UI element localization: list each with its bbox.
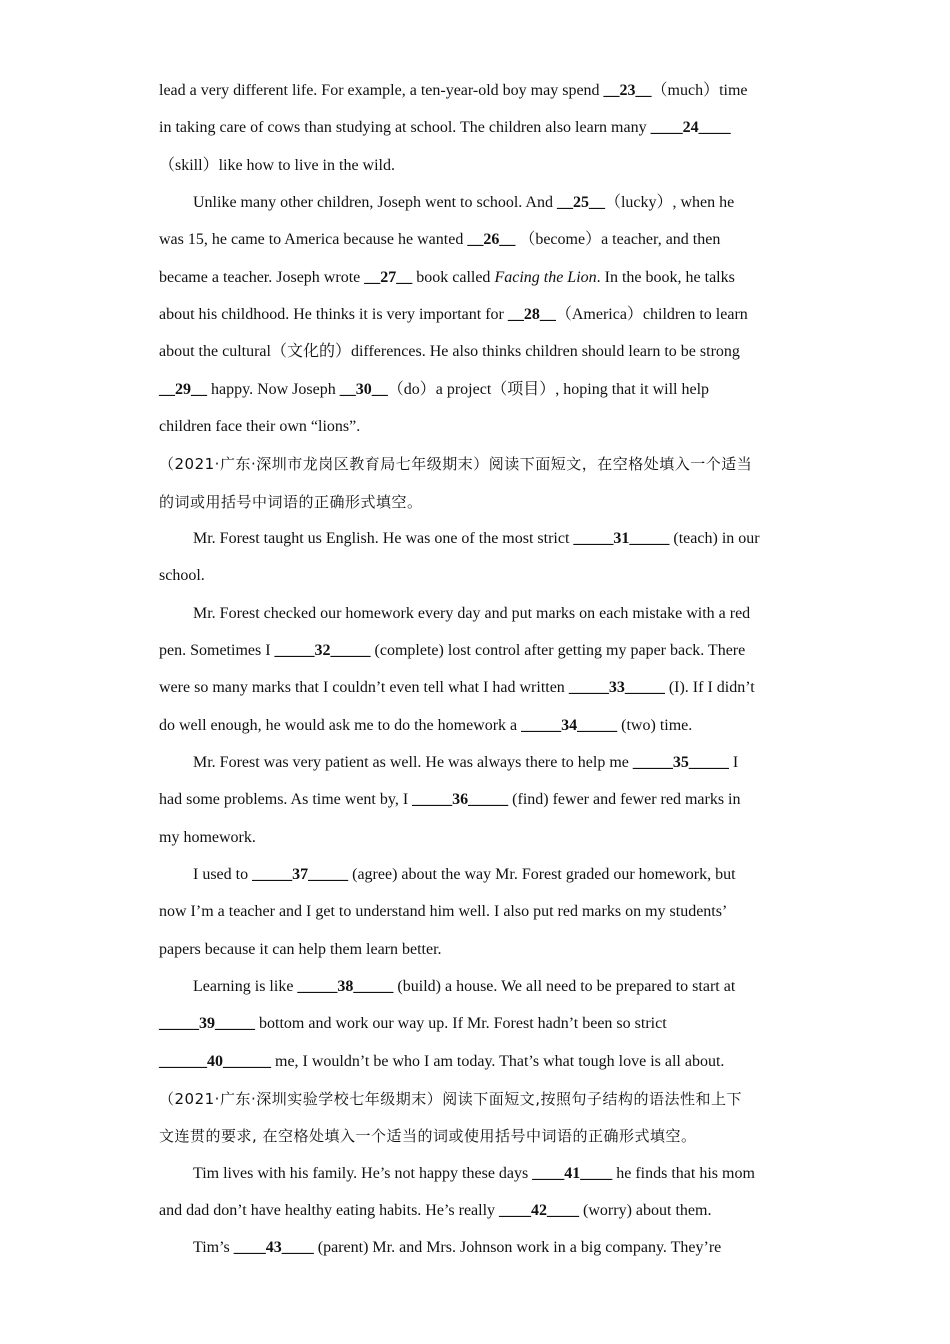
blank-number: _____33_____ <box>568 679 665 696</box>
text-line <box>159 641 799 661</box>
text-segment: me, I wouldn’t be who I am today. That’s what tough love is all about. <box>271 1053 725 1070</box>
text-segment: (two) time. <box>617 717 693 734</box>
text-segment: school. <box>159 567 205 584</box>
text-segment: (teach) in our <box>669 530 760 547</box>
text-segment: Tim lives with his family. He’s not happy these days <box>193 1165 533 1182</box>
blank-number: ____24____ <box>650 119 731 136</box>
blank-number: _____38_____ <box>297 978 394 995</box>
text-line <box>159 940 799 960</box>
text-line <box>159 1052 799 1072</box>
text-line <box>193 529 799 549</box>
text-segment: （2021·广东·深圳市龙岗区教育局七年级期末）阅读下面短文，在空格处填入一个适当 <box>159 455 753 473</box>
text-line <box>159 230 799 250</box>
text-segment: had some problems. As time went by, I <box>159 791 413 808</box>
text-line <box>193 193 799 213</box>
text-segment: Tim’s <box>193 1239 234 1256</box>
text-line <box>159 678 799 698</box>
blank-number: _____34_____ <box>521 717 618 734</box>
text-segment: (agree) about the way Mr. Forest graded our homework, but <box>348 866 736 883</box>
text-line <box>159 902 799 922</box>
text-segment: I <box>728 754 739 771</box>
text-segment: book called <box>412 269 495 286</box>
blank-number: _____39_____ <box>159 1015 255 1032</box>
text-line <box>159 417 799 437</box>
text-line <box>193 604 799 624</box>
text-segment: my homework. <box>159 829 256 846</box>
text-line <box>159 342 799 362</box>
text-segment: （skill）like how to live in the wild. <box>159 157 395 174</box>
blank-number: __29__ <box>159 381 207 398</box>
text-segment: 的词或用括号中词语的正确形式填空。 <box>159 493 423 511</box>
text-segment: . In the book, he talks <box>596 269 735 286</box>
text-line <box>159 268 799 288</box>
text-line <box>159 566 799 586</box>
text-segment: in taking care of cows than studying at school. The children also learn many <box>159 119 651 136</box>
text-segment: (I). If I didn’t <box>664 679 755 696</box>
text-segment: Mr. Forest was very patient as well. He was always there to help me <box>193 754 633 771</box>
text-segment: about the cultural（文化的）differences. He also thinks children should learn to be strong <box>159 343 740 360</box>
blank-number: ____42____ <box>499 1202 580 1219</box>
blank-number: ____43____ <box>233 1239 314 1256</box>
text-line <box>193 865 799 885</box>
text-segment: （become）a teacher, and then <box>515 231 721 248</box>
text-segment: lead a very different life. For example, a ten-year-old boy may spend <box>159 82 604 99</box>
text-line <box>159 790 799 810</box>
text-segment: Unlike many other children, Joseph went to school. And <box>193 194 557 211</box>
text-line <box>193 1164 799 1184</box>
text-line <box>159 828 799 848</box>
text-segment: happy. Now Joseph <box>207 381 340 398</box>
text-line <box>159 305 799 325</box>
text-segment: 文连贯的要求, 在空格处填入一个适当的词或使用括号中词语的正确形式填空。 <box>159 1127 697 1145</box>
text-line <box>159 118 799 138</box>
text-segment: (find) fewer and fewer red marks in <box>508 791 741 808</box>
section-heading-line <box>159 1089 799 1109</box>
blank-number: _____36_____ <box>412 791 509 808</box>
blank-number: _____35_____ <box>632 754 729 771</box>
text-segment: do well enough, he would ask me to do the homework a <box>159 717 522 734</box>
text-segment: became a teacher. Joseph wrote <box>159 269 365 286</box>
text-segment: about his childhood. He thinks it is very important for <box>159 306 508 323</box>
section-heading-line <box>159 454 799 474</box>
text-line <box>159 156 799 176</box>
text-segment: (build) a house. We all need to be prepared to start at <box>393 978 736 995</box>
text-segment: Learning is like <box>193 978 298 995</box>
text-segment: and dad don’t have healthy eating habits. He’s really <box>159 1202 500 1219</box>
text-line <box>159 81 799 101</box>
blank-number: _____31_____ <box>573 530 670 547</box>
text-line <box>193 1238 799 1258</box>
text-segment: （2021·广东·深圳实验学校七年级期末）阅读下面短文,按照句子结构的语法性和上下 <box>159 1090 742 1108</box>
text-line <box>193 977 799 997</box>
text-segment: now I’m a teacher and I get to understand him well. I also put red marks on my students’ <box>159 903 728 920</box>
text-segment: bottom and work our way up. If Mr. Forest hadn’t been so strict <box>255 1015 667 1032</box>
blank-number: __25__ <box>556 194 605 211</box>
blank-number: ____41____ <box>532 1165 613 1182</box>
text-segment: children face their own “lions”. <box>159 418 361 435</box>
text-segment: （lucky）, when he <box>604 194 735 211</box>
text-segment: were so many marks that I couldn’t even tell what I had written <box>159 679 569 696</box>
text-line <box>159 380 799 400</box>
blank-number: _____37_____ <box>252 866 349 883</box>
blank-number: __23__ <box>603 82 652 99</box>
text-line <box>159 1014 799 1034</box>
book-title: Facing the Lion <box>494 269 597 286</box>
blank-number: _____32_____ <box>274 642 371 659</box>
text-segment: （do）a project（项目）, hoping that it will help <box>387 381 710 398</box>
text-segment: pen. Sometimes I <box>159 642 275 659</box>
text-segment: Mr. Forest checked our homework every day and put marks on each mistake with a red <box>193 605 751 622</box>
section-heading-line <box>159 1126 799 1146</box>
text-segment: （America）children to learn <box>555 306 748 323</box>
blank-number: __26__ <box>467 231 516 248</box>
text-segment: he finds that his mom <box>612 1165 755 1182</box>
text-line <box>193 753 799 773</box>
blank-number: ______40______ <box>159 1053 271 1070</box>
text-segment: was 15, he came to America because he wanted <box>159 231 468 248</box>
text-segment: papers because it can help them learn better. <box>159 941 442 958</box>
text-segment: (worry) about them. <box>579 1202 712 1219</box>
text-line <box>159 716 799 736</box>
blank-number: __27__ <box>364 269 413 286</box>
text-segment: (complete) lost control after getting my paper back. There <box>370 642 746 659</box>
text-line <box>159 1201 799 1221</box>
section-heading-line <box>159 492 799 512</box>
text-segment: (parent) Mr. and Mrs. Johnson work in a big company. They’re <box>313 1239 722 1256</box>
text-segment: Mr. Forest taught us English. He was one of the most strict <box>193 530 574 547</box>
text-segment: （much）time <box>651 82 748 99</box>
blank-number: __30__ <box>339 381 388 398</box>
text-segment: I used to <box>193 866 253 883</box>
blank-number: __28__ <box>507 306 556 323</box>
